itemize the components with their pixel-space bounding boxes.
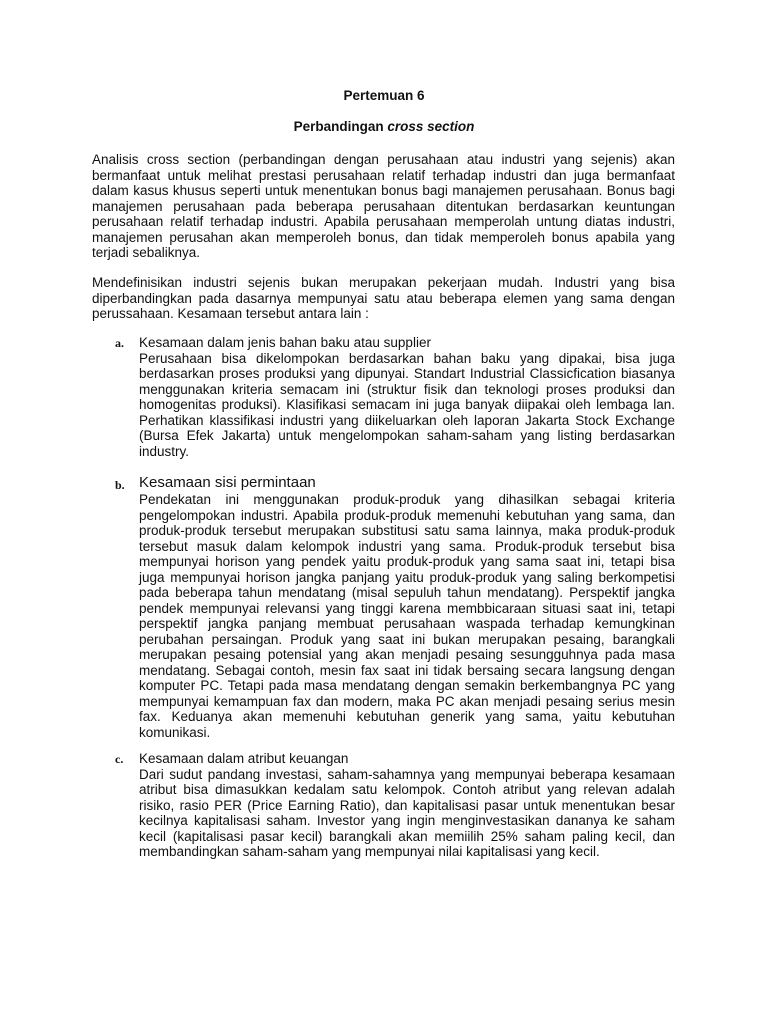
title-prefix: Perbandingan bbox=[293, 119, 384, 134]
intro-paragraph: Analisis cross section (perbandingan dengan perusahaan atau industri yang sejenis) akan bermanfaat untuk melihat prestasi perusahaan relatif terhadap industri dan juga bermanfaat dalam kasus khusus seperti untuk menentukan bonus bagi manajemen perusahaan. Bonus bagi manajemen perusahaan pada beberapa perusahaan ditentukan berdasarkan keuntungan perusahaan relatif terhadap industri. Apabila perusahaan memperolah untung diatas industri, manajemen perusahan akan memperoleh bonus, dan tidak memperoleh bonus apabila yang terjadi sebaliknya. bbox=[92, 152, 675, 260]
list-item-heading: Kesamaan dalam jenis bahan baku atau supplier bbox=[139, 335, 431, 350]
definition-paragraph: Mendefinisikan industri sejenis bukan merupakan pekerjaan mudah. Industri yang bisa diperbandingkan pada dasarnya mempunyai satu atau beberapa elemen yang sama dengan perussahaan. Kesamaan tersebut antara lain : bbox=[92, 275, 675, 321]
list-marker: c. bbox=[115, 752, 124, 766]
list-marker: a. bbox=[115, 336, 124, 350]
document-title bbox=[0, 119, 768, 135]
list-item-body: Dari sudut pandang investasi, saham-sahamnya yang mempunyai beberapa kesamaan atribut bisa dimasukkan kedalam satu kelompok. Contoh atribut yang relevan adalah risiko, rasio PER (Price Earning Ratio), dan kapitalisasi pasar untuk menentukan besar kecilnya kapitalisasi saham. Investor yang ingin menginvestasikan dananya ke saham kecil (kapitalisasi pasar kecil) barangkali akan memiilih 25% saham paling kecil, dan membandingkan saham-saham yang mempunyai nilai kapitalisasi yang kecil. bbox=[139, 766, 675, 859]
list-item-body: Perusahaan bisa dikelompokan berdasarkan bahan baku yang dipakai, bisa juga berdasarkan proses produksi yang dipunyai. Standart Industrial Classicfication biasanya menggunakan kriteria semacam ini (struktur fisik dan teknologi proses produksi dan homogenitas produksi). Klasifikasi semacam ini juga banyak diipakai oleh lembaga lan. Perhatikan klassifikasi industri yang diikeluarkan oleh laporan Jakarta Stock Exchange (Bursa Efek Jakarta) untuk mengelompokan saham-saham yang listing berdasarkan industry. bbox=[139, 350, 675, 459]
title-italic: cross section bbox=[387, 119, 475, 134]
list-item-heading: Kesamaan sisi permintaan bbox=[139, 474, 316, 491]
list-item-body: Pendekatan ini menggunakan produk-produk yang dihasilkan sebagai kriteria pengelompokan industri. Apabila produk-produk memenuhi kebutuhan yang sama, dan produk-produk tersebut merupakan substitusi satu sama lainnya, maka produk-produk tersebut masuk dalam kelompok industri yang sama. Produk-produk tersebut bisa mempunyai horison yang pendek yaitu produk-produk yang sama saat ini, tetapi bisa juga mempunyai horison jangka panjang yaitu produk-produk yang saling berkompetisi pada beberapa tahun mendatang (misal sepuluh tahun mendatang). Perspektif jangka pendek mempunyai relevansi yang tinggi karena membbicaraan situasi saat ini, tetapi perspektif jangka panjang membuat perusahaan waspada terhadap kemungkinan perubahan persaingan. Produk yang saat ini bukan merupakan pesaing, barangkali merupakan pesaing potensial yang akan menjadi pesaing sesungguhnya pada masa mendatang. Sebagai contoh, mesin fax saat ini tidak bersaing secara langsung dengan komputer PC. Tetapi pada masa mendatang dengan semakin berkembangnya PC yang mempunyai kemampuan fax dan modern, maka PC akan menjadi pesaing serius mesin fax. Keduanya akan memenuhi kebutuhan generik yang sama, yaitu kebutuhan komunikasi. bbox=[139, 492, 675, 740]
list-item-heading: Kesamaan dalam atribut keuangan bbox=[139, 751, 349, 766]
meeting-number: Pertemuan 6 bbox=[343, 88, 425, 103]
list-marker: b. bbox=[115, 478, 125, 492]
